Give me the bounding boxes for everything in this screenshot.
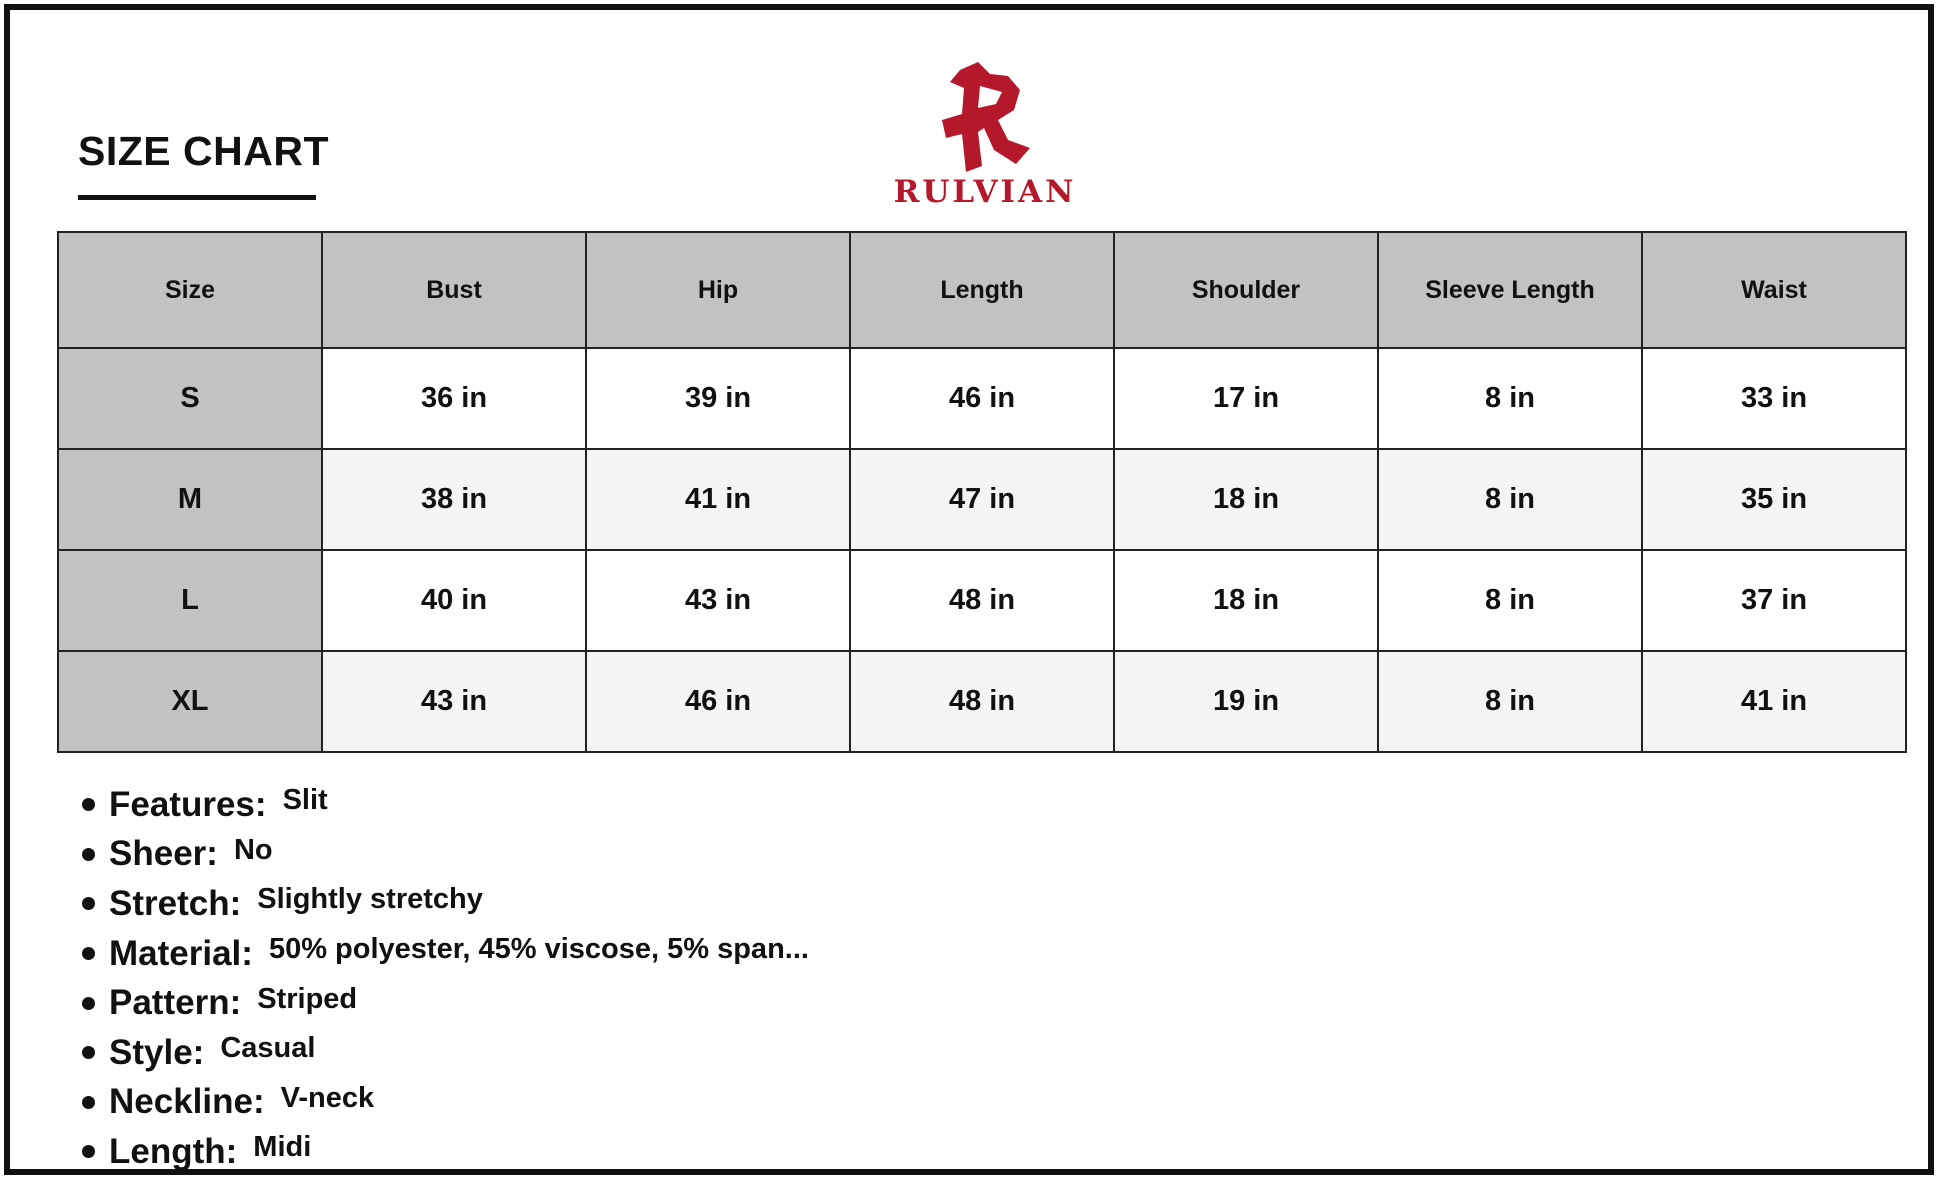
size-cell: XL (58, 651, 322, 752)
detail-label: Sheer: (109, 834, 218, 874)
bullet-icon (82, 1046, 95, 1059)
table-row (58, 651, 1906, 752)
table-cell: 8 in (1378, 651, 1642, 752)
table-cell: 46 in (850, 348, 1114, 449)
table-cell: 46 in (586, 651, 850, 752)
table-cell: 48 in (850, 651, 1114, 752)
column-header: Bust (322, 232, 586, 348)
list-item (82, 929, 809, 979)
list-item (82, 1028, 809, 1078)
detail-value: Slit (282, 784, 328, 817)
table-row (58, 550, 1906, 651)
page-title: SIZE CHART (78, 128, 329, 174)
table-cell: 48 in (850, 550, 1114, 651)
table-row (58, 449, 1906, 550)
detail-value: Midi (253, 1131, 312, 1164)
size-table (57, 231, 1907, 753)
table-header-row (58, 232, 1906, 348)
list-item (82, 1127, 809, 1177)
page-frame (4, 4, 1934, 1175)
table-row (58, 348, 1906, 449)
detail-value: V-neck (280, 1081, 375, 1114)
column-header: Length (850, 232, 1114, 348)
table-cell: 36 in (322, 348, 586, 449)
table-cell: 8 in (1378, 550, 1642, 651)
detail-value: No (233, 833, 273, 866)
column-header: Size (58, 232, 322, 348)
bullet-icon (82, 848, 95, 861)
bullet-icon (82, 997, 95, 1010)
bullet-icon (82, 897, 95, 910)
list-item (82, 1078, 809, 1128)
bullet-icon (82, 1096, 95, 1109)
brand-logo (880, 62, 1090, 222)
table-cell: 43 in (586, 550, 850, 651)
table-cell: 18 in (1114, 550, 1378, 651)
table-cell: 33 in (1642, 348, 1906, 449)
detail-value: Casual (220, 1032, 316, 1065)
size-cell: M (58, 449, 322, 550)
list-item (82, 830, 809, 880)
detail-value: 50% polyester, 45% viscose, 5% span... (268, 933, 809, 966)
table-cell: 40 in (322, 550, 586, 651)
brand-name: RULVIAN (893, 174, 1077, 210)
table-cell: 8 in (1378, 348, 1642, 449)
bullet-icon (82, 1145, 95, 1158)
detail-label: Style: (109, 1032, 205, 1072)
column-header: Sleeve Length (1378, 232, 1642, 348)
detail-value: Slightly stretchy (257, 883, 483, 916)
table-cell: 41 in (586, 449, 850, 550)
table-cell: 43 in (322, 651, 586, 752)
detail-label: Neckline: (109, 1082, 265, 1122)
table-cell: 19 in (1114, 651, 1378, 752)
detail-label: Pattern: (109, 983, 242, 1023)
table-cell: 35 in (1642, 449, 1906, 550)
detail-value: Striped (257, 982, 358, 1015)
table-cell: 37 in (1642, 550, 1906, 651)
table-cell: 38 in (322, 449, 586, 550)
detail-label: Features: (109, 784, 267, 824)
table-cell: 8 in (1378, 449, 1642, 550)
detail-label: Length: (109, 1131, 238, 1171)
table-cell: 47 in (850, 449, 1114, 550)
product-details-list (82, 780, 809, 1177)
detail-label: Material: (109, 933, 253, 973)
brand-logo-mark-icon (938, 62, 1038, 172)
column-header: Shoulder (1114, 232, 1378, 348)
list-item (82, 978, 809, 1028)
list-item (82, 780, 809, 830)
title-underline (78, 195, 316, 200)
table-cell: 39 in (586, 348, 850, 449)
list-item (82, 879, 809, 929)
size-cell: L (58, 550, 322, 651)
table-cell: 17 in (1114, 348, 1378, 449)
size-cell: S (58, 348, 322, 449)
detail-label: Stretch: (109, 883, 242, 923)
bullet-icon (82, 798, 95, 811)
table-cell: 18 in (1114, 449, 1378, 550)
column-header: Hip (586, 232, 850, 348)
bullet-icon (82, 947, 95, 960)
table-cell: 41 in (1642, 651, 1906, 752)
column-header: Waist (1642, 232, 1906, 348)
